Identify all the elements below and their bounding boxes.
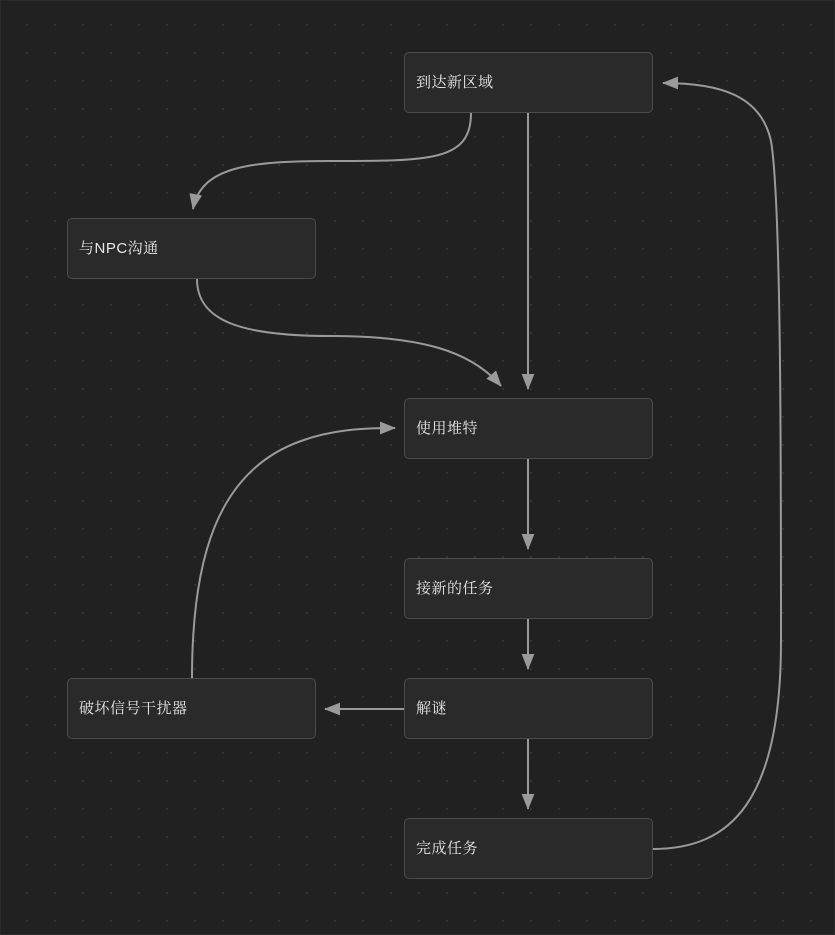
node-use-item[interactable] <box>404 398 653 459</box>
node-label: 到达新区域 <box>416 73 494 91</box>
node-arrive[interactable] <box>404 52 653 113</box>
edge-npc-use <box>197 279 501 386</box>
node-npc[interactable] <box>67 218 316 279</box>
node-finish-quest[interactable] <box>404 818 653 879</box>
edge-jammer-use <box>192 428 395 678</box>
edge-finish-arrive <box>653 83 781 849</box>
node-label: 解谜 <box>416 699 448 717</box>
edge-layer <box>1 1 835 935</box>
node-label: 破坏信号干扰器 <box>79 699 188 717</box>
edge-arrive-npc <box>193 113 471 209</box>
node-jammer[interactable] <box>67 678 316 739</box>
node-puzzle[interactable] <box>404 678 653 739</box>
node-label: 与NPC沟通 <box>79 239 159 257</box>
node-label: 完成任务 <box>416 839 479 857</box>
node-label: 接新的任务 <box>416 579 494 597</box>
node-new-quest[interactable] <box>404 558 653 619</box>
node-label: 使用堆特 <box>416 419 479 437</box>
